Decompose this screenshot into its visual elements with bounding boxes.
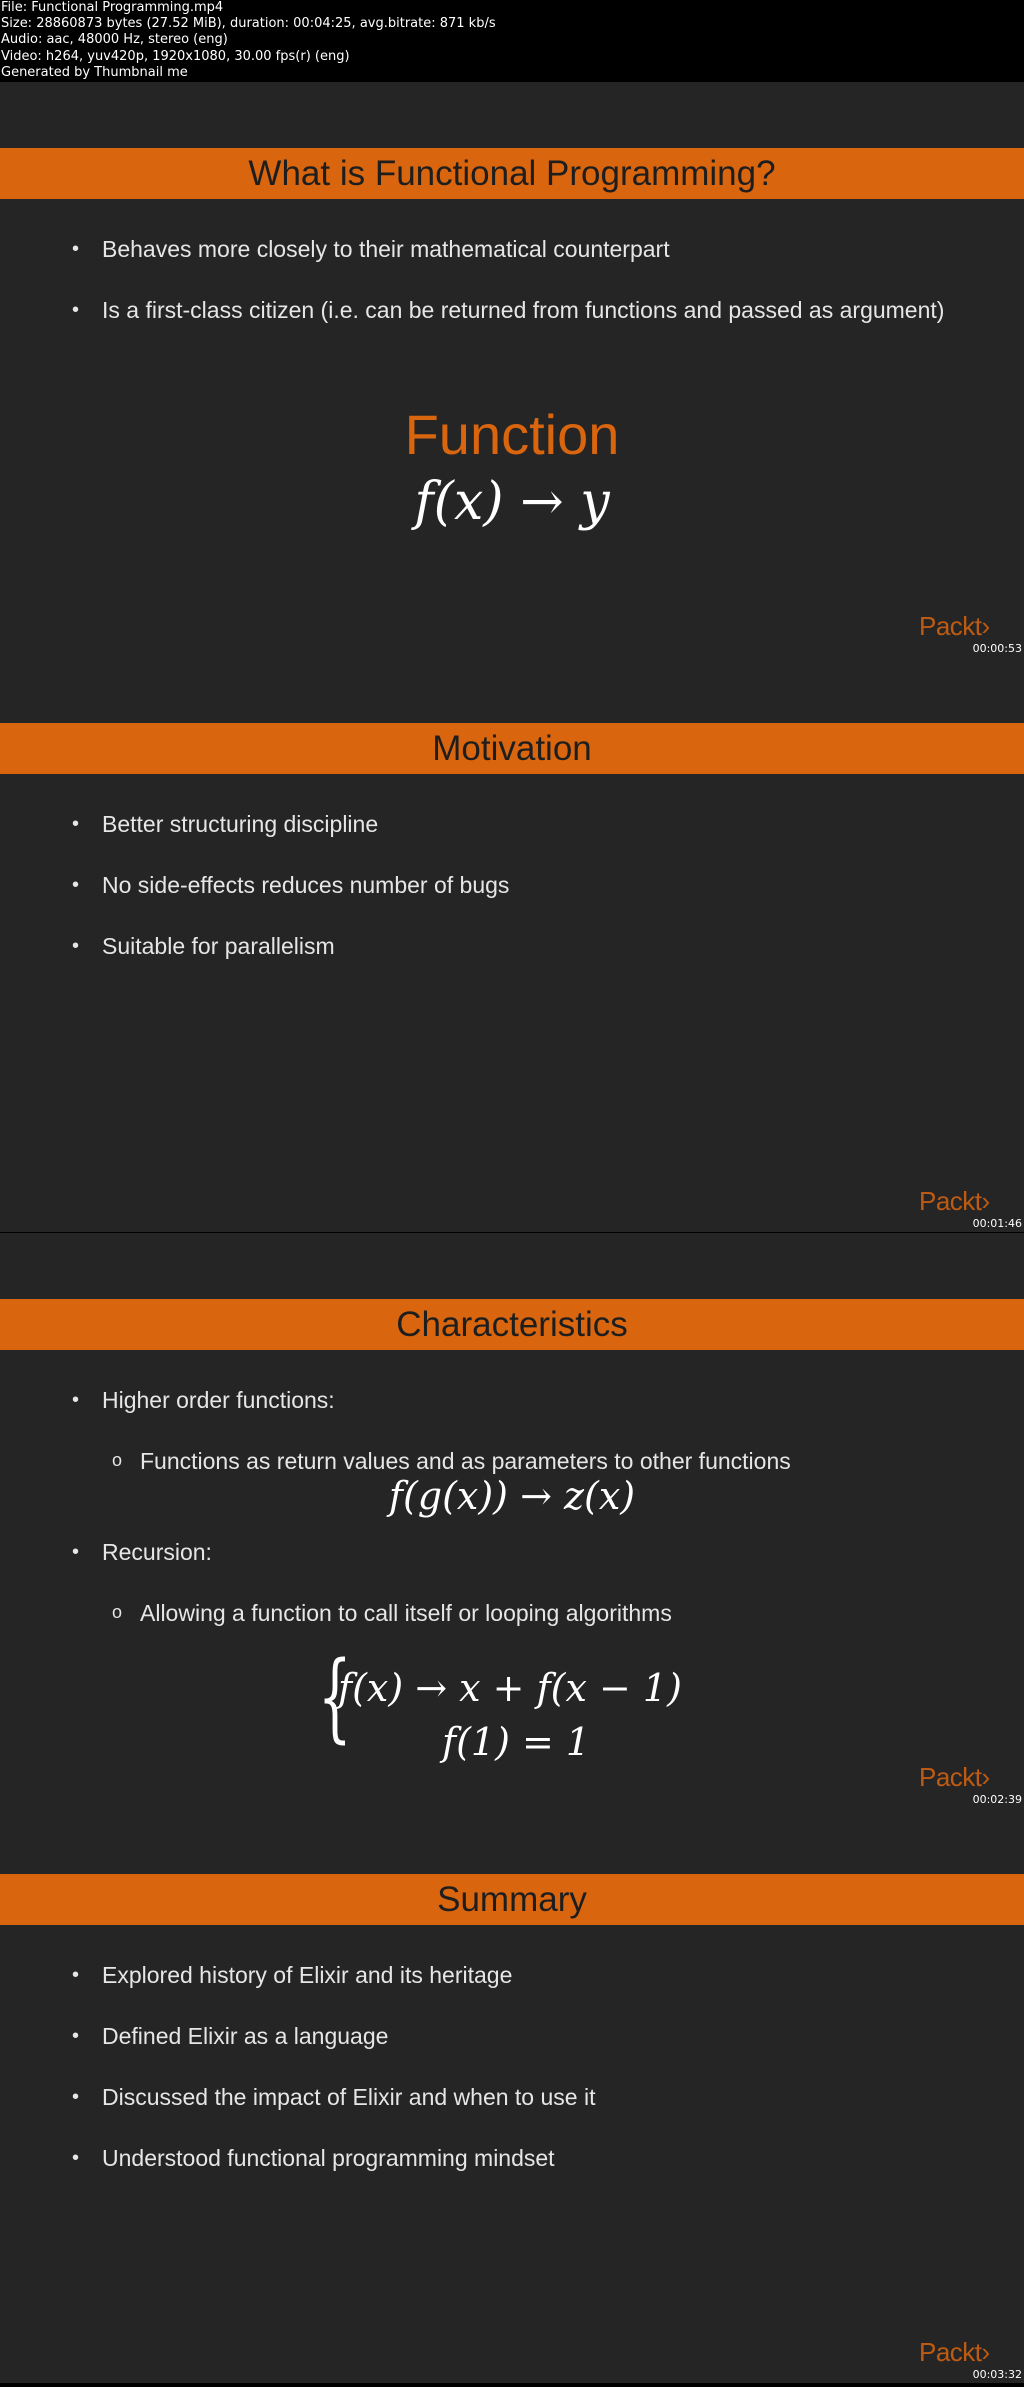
bullet-list bbox=[72, 809, 972, 992]
slide-title: Characteristics bbox=[0, 1299, 1024, 1350]
packt-logo: Packt› bbox=[919, 1762, 990, 1792]
video-frame-1 bbox=[0, 82, 1024, 657]
bullet-item: • Defined Elixir as a language bbox=[72, 2021, 972, 2051]
function-heading: Function bbox=[404, 403, 620, 466]
slide-title: Motivation bbox=[0, 723, 1024, 774]
composition-formula: f(g(x)) → z(x) bbox=[388, 1474, 636, 1518]
bullet-list bbox=[72, 234, 972, 356]
video-frame-4 bbox=[0, 1808, 1024, 2383]
slide-title: What is Functional Programming? bbox=[0, 148, 1024, 199]
file-info-line: Audio: aac, 48000 Hz, stereo (eng) bbox=[1, 32, 228, 48]
brace-icon: { bbox=[318, 1641, 352, 1753]
bullet-item: • Suitable for parallelism bbox=[72, 931, 972, 961]
frame-timestamp: 00:02:39 bbox=[972, 1793, 1022, 1806]
bullet-item: • Discussed the impact of Elixir and when to use it bbox=[72, 2082, 972, 2112]
function-formula: f(x) → y bbox=[414, 472, 610, 532]
recursion-formula bbox=[318, 1641, 738, 1783]
bullet-list bbox=[72, 1960, 972, 2204]
packt-logo: Packt› bbox=[919, 1186, 990, 1216]
video-frame-3 bbox=[0, 1233, 1024, 1808]
slide-title: Summary bbox=[0, 1874, 1024, 1925]
recursion-formula-line: f(1) = 1 bbox=[442, 1720, 591, 1764]
bullet-item: • Understood functional programming mindset bbox=[72, 2143, 972, 2173]
file-info-header bbox=[0, 0, 1024, 82]
recursion-formula-line: f(x) → x + f(x − 1) bbox=[338, 1666, 682, 1710]
bullet-item: • Higher order functions: bbox=[72, 1385, 972, 1415]
file-info-line: Generated by Thumbnail me bbox=[1, 64, 188, 80]
bullet-item: • Behaves more closely to their mathematical counterpart bbox=[72, 234, 972, 264]
frame-timestamp: 00:01:46 bbox=[972, 1217, 1022, 1230]
bullet-item: • Explored history of Elixir and its heritage bbox=[72, 1960, 972, 1990]
frame-timestamp: 00:00:53 bbox=[972, 642, 1022, 655]
frame-timestamp: 00:03:32 bbox=[972, 2368, 1022, 2381]
file-info-line: Video: h264, yuv420p, 1920x1080, 30.00 fps(r) (eng) bbox=[1, 48, 350, 64]
video-frame-2 bbox=[0, 657, 1024, 1232]
packt-logo: Packt› bbox=[919, 2337, 990, 2367]
sub-bullet-item: o Functions as return values and as parameters to other functions bbox=[72, 1446, 972, 1476]
file-info-line: Size: 28860873 bytes (27.52 MiB), duration: 00:04:25, avg.bitrate: 871 kb/s bbox=[1, 16, 496, 32]
bullet-item: • Is a first-class citizen (i.e. can be returned from functions and passed as argument) bbox=[72, 295, 972, 325]
bullet-item: • Recursion: bbox=[72, 1537, 972, 1567]
bullet-item: • No side-effects reduces number of bugs bbox=[72, 870, 972, 900]
file-info-line: File: Functional Programming.mp4 bbox=[1, 0, 224, 15]
bullet-item: • Better structuring discipline bbox=[72, 809, 972, 839]
packt-logo: Packt› bbox=[919, 611, 990, 641]
sub-bullet-item: o Allowing a function to call itself or looping algorithms bbox=[72, 1598, 972, 1628]
